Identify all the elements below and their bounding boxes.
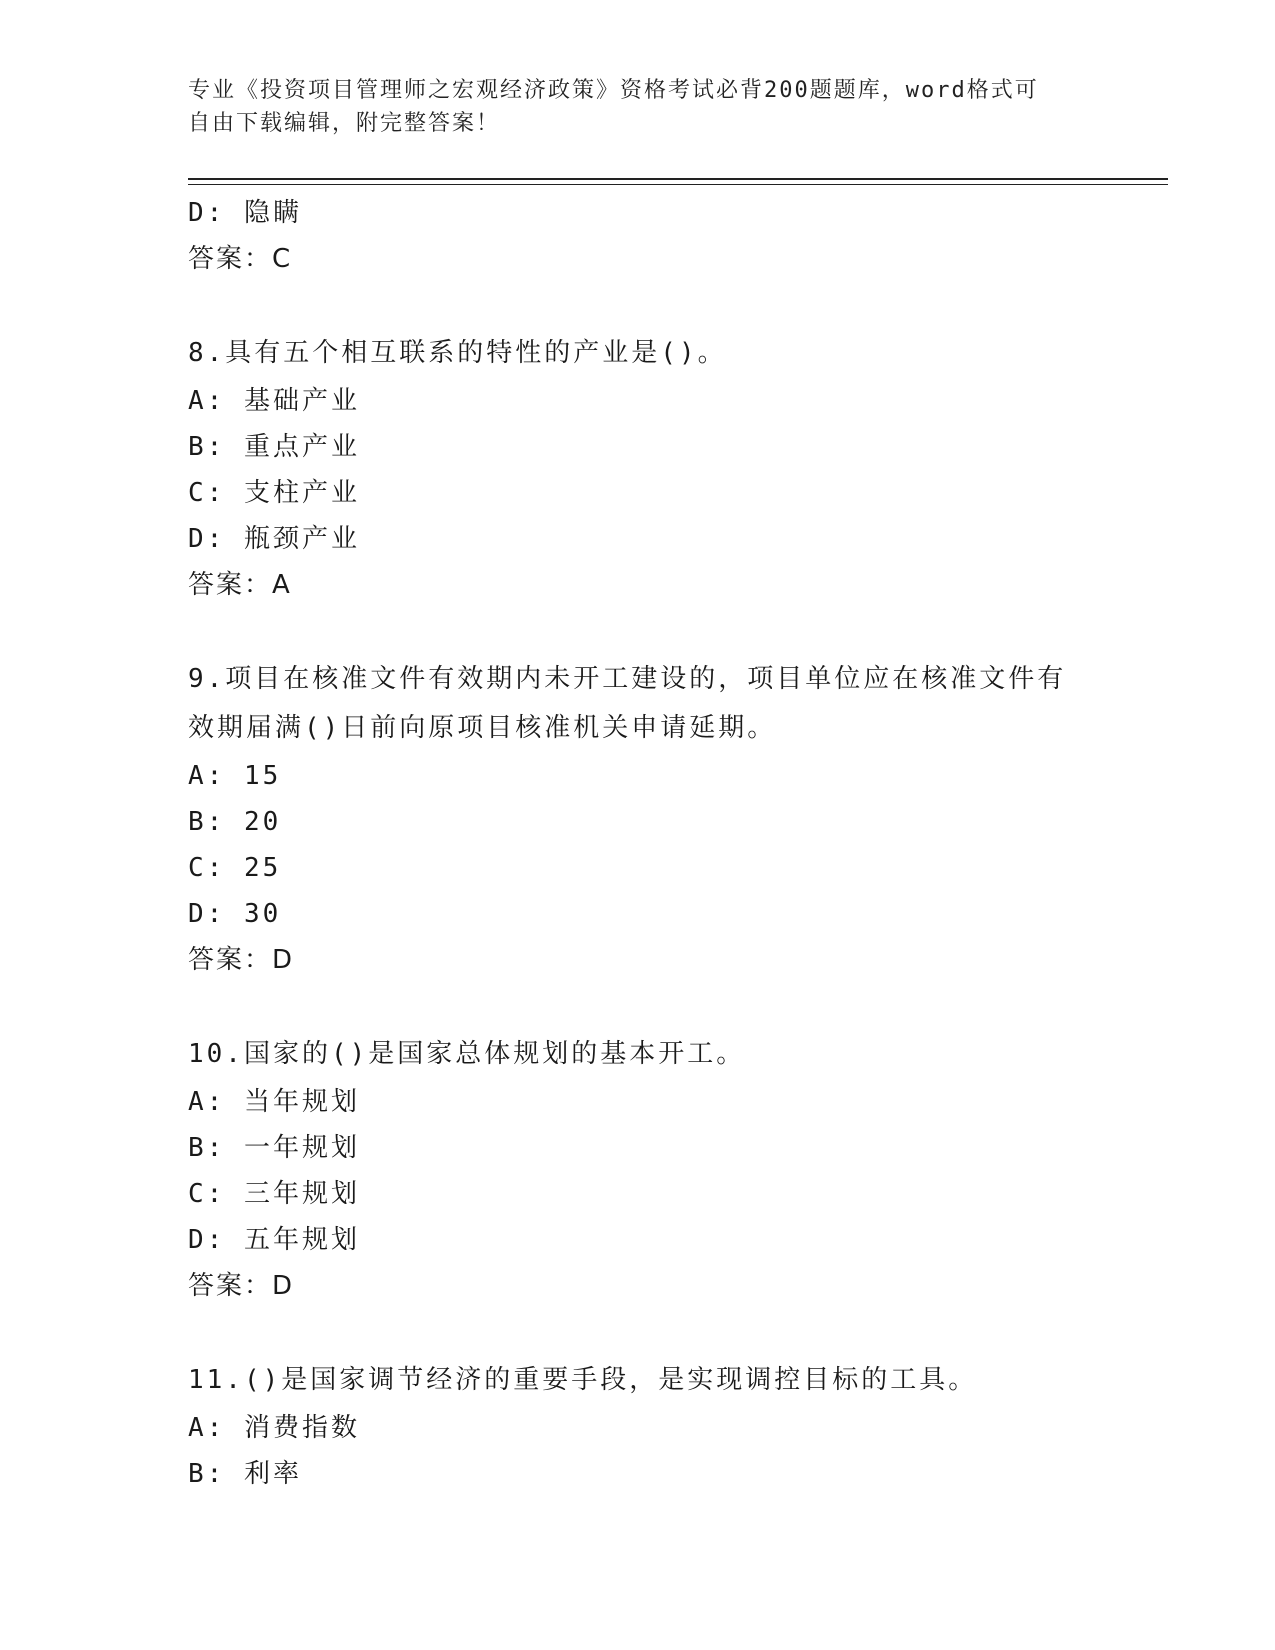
option-b: B: 一年规划 (188, 1133, 360, 1163)
option-b: B: 20 (188, 807, 282, 837)
question-stem: 11.()是国家调节经济的重要手段，是实现调控目标的工具。 (188, 1365, 978, 1395)
question-8 (188, 329, 1128, 608)
question-stem-line-1: 9.项目在核准文件有效期内未开工建设的，项目单位应在核准文件有 (188, 664, 1067, 694)
header-title-line-2: 自由下载编辑，附完整答案！ (188, 111, 501, 136)
answer: 答案：C (188, 244, 293, 274)
option-b: B: 重点产业 (188, 432, 360, 462)
question-10 (188, 1030, 1128, 1309)
option-a: A: 15 (188, 761, 282, 791)
answer: 答案：A (188, 570, 292, 600)
option-a: A: 基础产业 (188, 386, 360, 416)
option-c: C: 三年规划 (188, 1179, 360, 1209)
option-c: C: 支柱产业 (188, 478, 360, 508)
answer: 答案：D (188, 945, 295, 975)
question-stem: 10.国家的()是国家总体规划的基本开工。 (188, 1039, 746, 1069)
question-11 (188, 1356, 1128, 1497)
answer: 答案：D (188, 1271, 295, 1301)
question-9 (188, 655, 1128, 983)
spacer (188, 282, 1128, 329)
option-d: D: 30 (188, 899, 282, 929)
question-list (188, 190, 1128, 1497)
question-stem-line-2: 效期届满()日前向原项目核准机关申请延期。 (188, 713, 777, 743)
spacer (188, 608, 1128, 655)
spacer (188, 1309, 1128, 1356)
header-title-line-1: 专业《投资项目管理师之宏观经济政策》资格考试必背200题题库，word格式可 (188, 78, 1039, 103)
document-header (188, 74, 1078, 140)
option-a: A: 消费指数 (188, 1413, 360, 1443)
option-d: D: 瓶颈产业 (188, 524, 360, 554)
option-d: D: 隐瞒 (188, 198, 302, 228)
option-a: A: 当年规划 (188, 1087, 360, 1117)
option-d: D: 五年规划 (188, 1225, 360, 1255)
header-divider (188, 178, 1168, 185)
option-b: B: 利率 (188, 1459, 302, 1489)
spacer (188, 983, 1128, 1030)
previous-question-tail (188, 190, 1128, 282)
option-c: C: 25 (188, 853, 282, 883)
question-stem: 8.具有五个相互联系的特性的产业是()。 (188, 338, 727, 368)
